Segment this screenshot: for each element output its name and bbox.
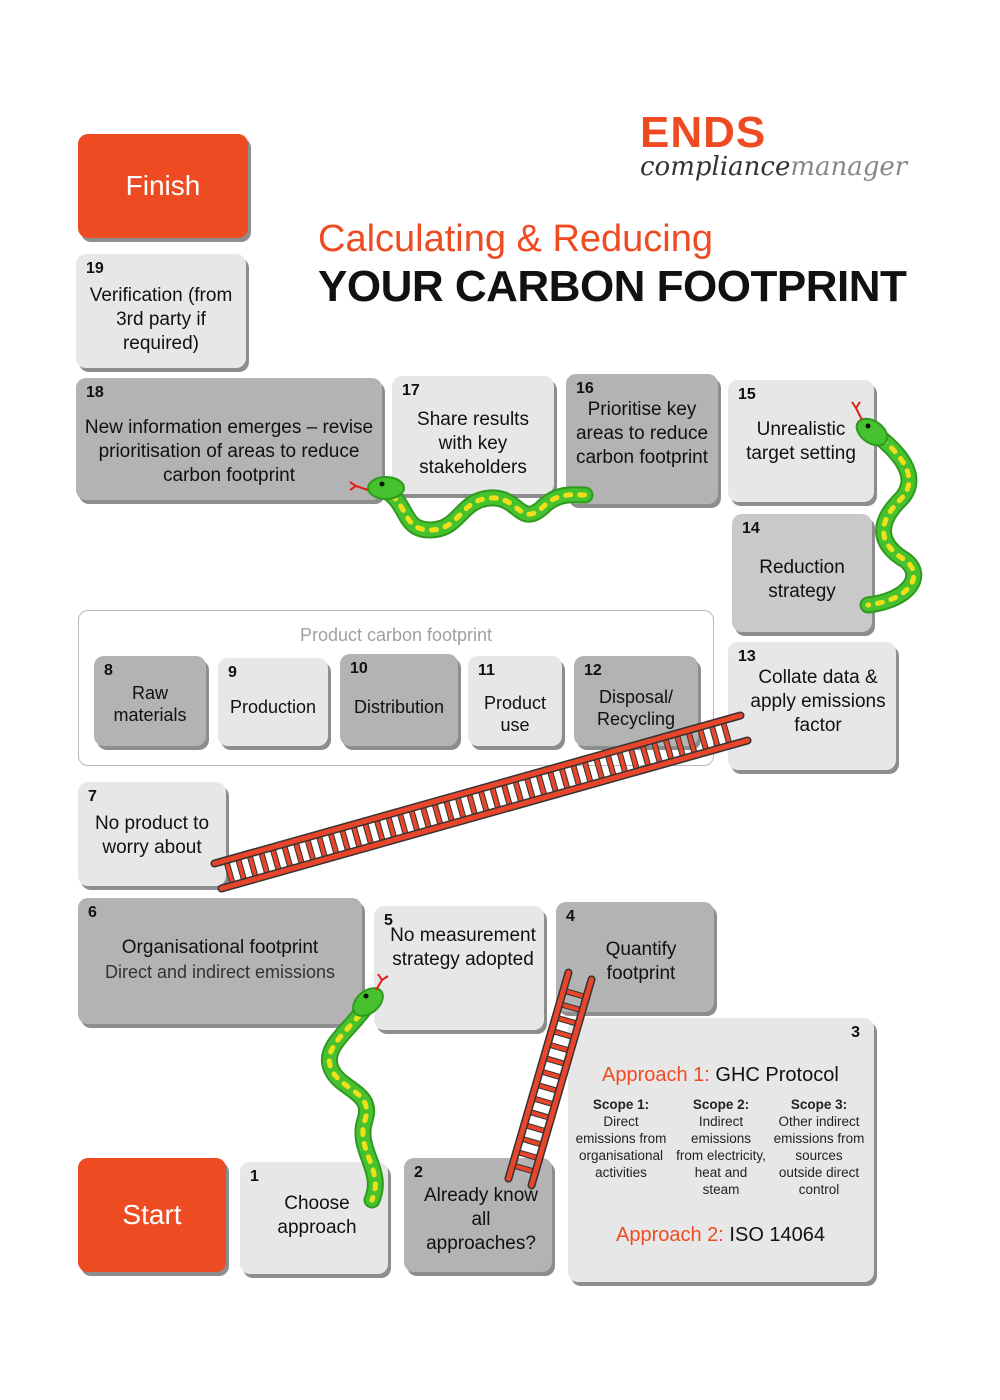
approach-2-label: Approach 2: xyxy=(616,1224,724,1246)
tile-12-text: Disposal/ Recycling xyxy=(596,687,676,729)
tile-18-number: 18 xyxy=(86,384,104,401)
tile-13-text: Collate data & apply emissions factor xyxy=(750,667,886,736)
tile-19-text: Verification (from 3rd party if required) xyxy=(89,285,233,354)
tile-1-text: Choose approach xyxy=(277,1193,357,1238)
tile-2-number: 2 xyxy=(414,1164,423,1181)
tile-8-text: Raw materials xyxy=(113,683,187,725)
snake-right xyxy=(852,402,914,605)
finish-label: Finish xyxy=(125,170,201,201)
tile-6-number: 6 xyxy=(88,904,97,921)
tile-6-subtext: Direct and indirect emissions xyxy=(104,962,336,982)
ladder-long xyxy=(214,715,747,888)
tile-16-text: Prioritise key areas to reduce carbon footprint xyxy=(575,399,709,468)
tile-11-number: 11 xyxy=(478,662,495,679)
ladder-short xyxy=(508,973,591,1186)
tile-5-text: No measurement strategy adopted xyxy=(390,925,536,970)
tile-18-text: New information emerges – revise prioritisation of areas to reduce carbon footprint xyxy=(84,417,374,486)
tile-10-number: 10 xyxy=(350,660,368,677)
product-footprint-label: Product carbon footprint xyxy=(299,625,493,645)
scope-1-title: Scope 1: xyxy=(592,1097,650,1112)
tile-4-number: 4 xyxy=(566,908,575,925)
logo-sub-grey: manager xyxy=(790,152,908,182)
tile-4-text: Quantify footprint xyxy=(605,939,677,984)
tile-16-number: 16 xyxy=(576,380,594,397)
tile-14-number: 14 xyxy=(742,520,760,537)
tile-17-number: 17 xyxy=(402,382,420,399)
scope-1-text: Direct emissions from organisational activities xyxy=(575,1114,667,1180)
scope-3-title: Scope 3: xyxy=(790,1097,848,1112)
tile-6-text: Organisational footprint xyxy=(121,937,319,958)
title-line-2: YOUR CARBON FOOTPRINT xyxy=(318,262,907,311)
logo-sub-main: compliance xyxy=(640,152,791,182)
tile-13-number: 13 xyxy=(738,648,756,665)
tile-9-text: Production xyxy=(229,697,317,717)
tile-7-number: 7 xyxy=(88,788,97,805)
tile-8-number: 8 xyxy=(104,662,113,679)
tile-7-text: No product to worry about xyxy=(94,813,210,858)
tile-11-text: Product use xyxy=(483,693,547,735)
title-line-1: Calculating & Reducing xyxy=(318,218,714,260)
tile-9-number: 9 xyxy=(228,664,237,681)
start-label: Start xyxy=(122,1199,182,1230)
tile-2-text: Already know all approaches? xyxy=(423,1185,539,1254)
ends-logo: ENDS xyxy=(640,108,767,157)
tile-15-number: 15 xyxy=(738,386,756,403)
scope-2-text: Indirect emissions from electricity, heat and steam xyxy=(676,1114,766,1197)
snake-bottom xyxy=(329,974,388,1200)
snake-top xyxy=(350,477,585,530)
tile-15-text: Unrealistic target setting xyxy=(746,419,856,464)
tile-17-text: Share results with key stakeholders xyxy=(417,409,529,478)
scope-2-title: Scope 2: xyxy=(692,1097,750,1112)
approach-2-value: ISO 14064 xyxy=(729,1224,826,1246)
scope-3-text: Other indirect emissions from sources outside direct control xyxy=(773,1114,865,1197)
tile-14-text: Reduction strategy xyxy=(759,557,845,602)
tile-10-text: Distribution xyxy=(353,697,445,717)
approach-1-label: Approach 1: xyxy=(602,1064,710,1086)
tile-5-number: 5 xyxy=(384,912,393,929)
tile-3-number: 3 xyxy=(851,1024,860,1041)
tile-1-number: 1 xyxy=(250,1168,259,1185)
tile-12-number: 12 xyxy=(584,662,602,679)
approach-1-value: GHC Protocol xyxy=(715,1064,839,1086)
tile-19-number: 19 xyxy=(86,260,104,277)
